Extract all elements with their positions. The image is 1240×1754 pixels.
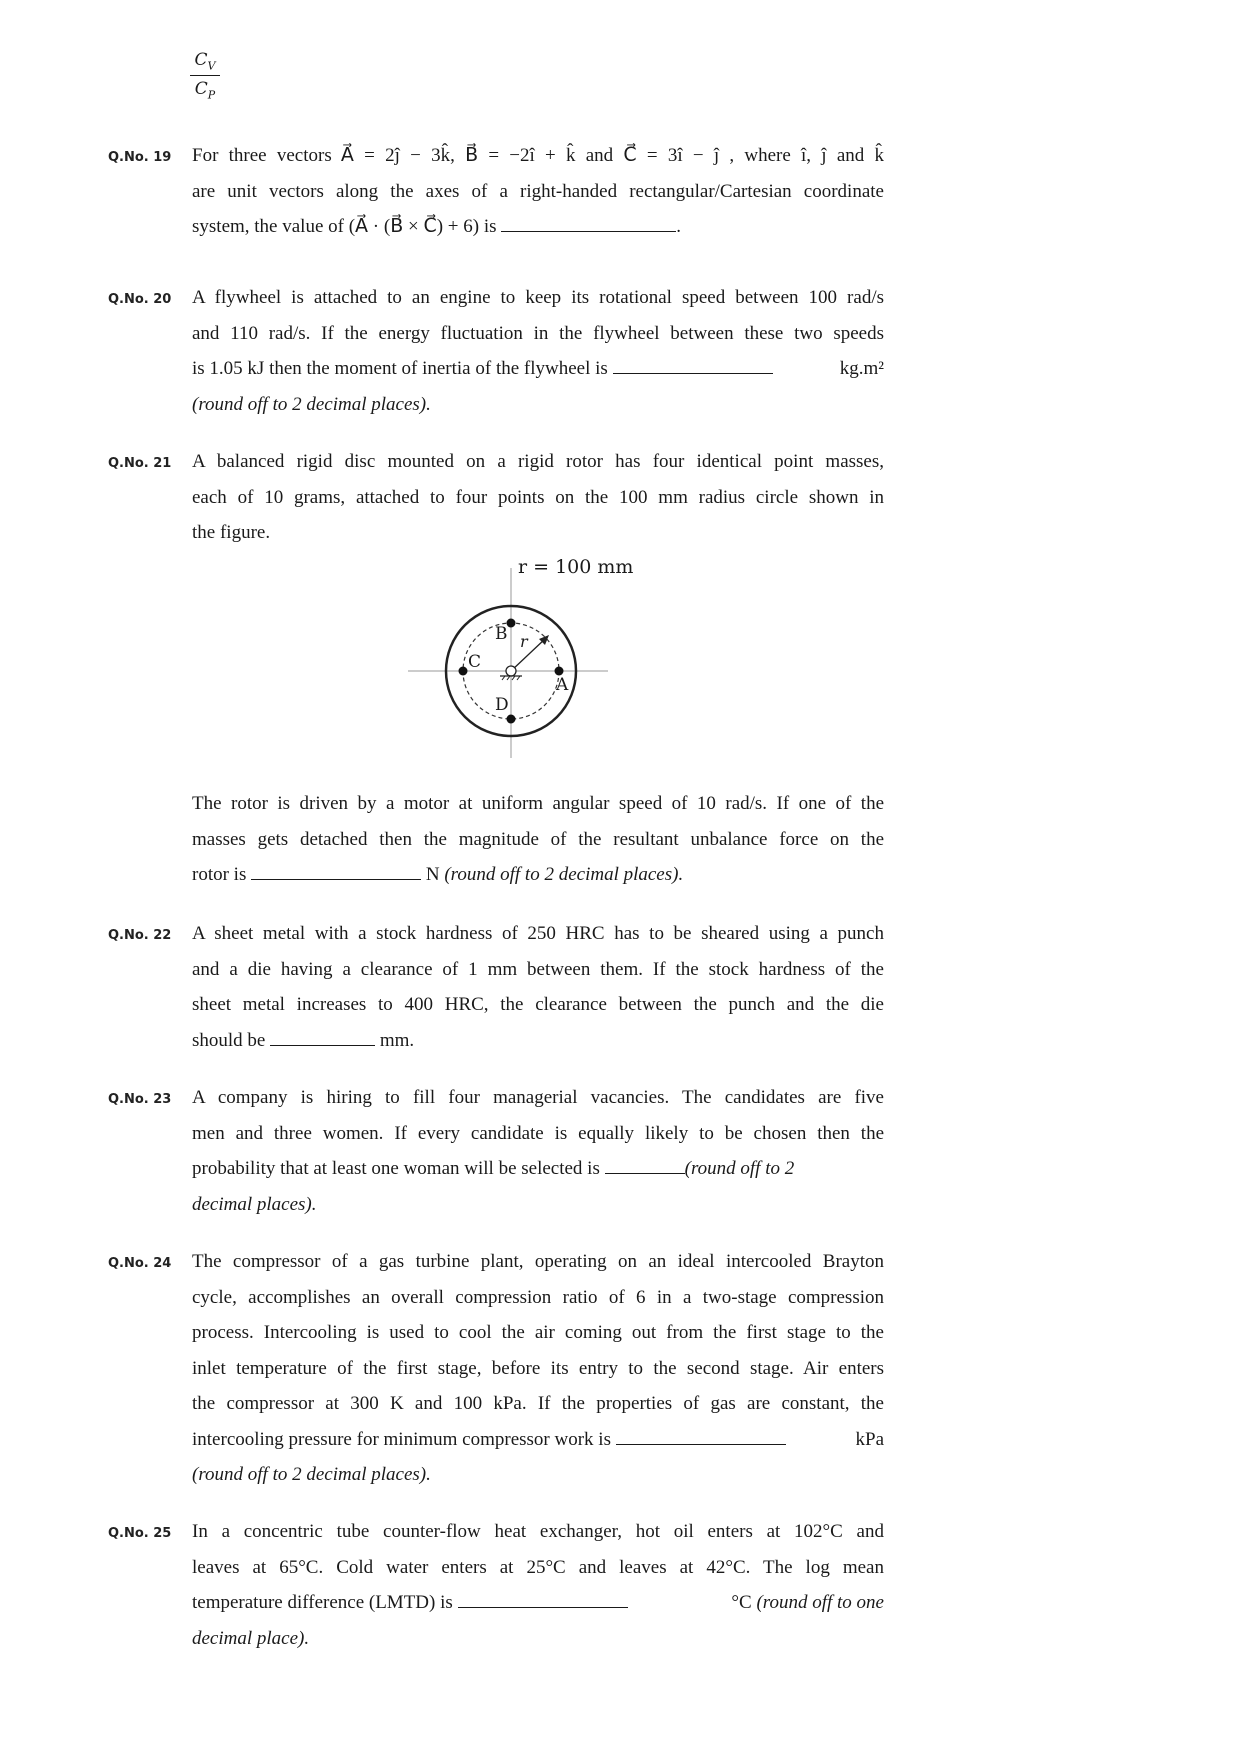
question-line: The compressor of a gas turbine plant, operating on an ideal intercooled Brayton: [192, 1251, 884, 1272]
question-number: Q.No. 19: [108, 150, 172, 165]
question-text: [192, 786, 884, 893]
question-line: the compressor at 300 K and 100 kPa. If the properties of gas are constant, the: [192, 1393, 884, 1414]
question-line: and 110 rad/s. If the energy fluctuation in the flywheel between these two speeds: [192, 322, 884, 344]
question-line: The rotor is driven by a motor at uniform angular speed of 10 rad/s. If one of the: [192, 793, 884, 814]
mass-b: [507, 619, 516, 628]
question-line: the figure.: [192, 522, 271, 543]
rounding-note: (round off to 2: [684, 1158, 795, 1179]
question-line: A sheet metal with a stock hardness of 250 HRC has to be sheared using a punch: [192, 923, 884, 944]
question-line: and a die having a clearance of 1 mm between them. If the stock hardness of the: [192, 958, 884, 980]
question-line: system, the value of (A⃗ · (B⃗ × C⃗) + 6) is: [192, 216, 497, 237]
question-line: A balanced rigid disc mounted on a rigid rotor has four identical point masses,: [192, 451, 884, 472]
question-line-with-blank: [192, 209, 884, 245]
rounding-note-cont: decimal places).: [192, 1193, 317, 1215]
question-number: Q.No. 21: [108, 456, 172, 471]
rounding-note-cont: decimal place).: [192, 1627, 310, 1649]
fraction-bar: [190, 75, 220, 76]
question-line: is 1.05 kJ then the moment of inertia of the flywheel is: [192, 358, 608, 379]
unit: N: [425, 864, 440, 885]
label-a: A: [556, 675, 569, 695]
rounding-note: (round off to 2 decimal places).: [444, 864, 684, 885]
rounding-note: (round off to 2 decimal places).: [192, 393, 431, 415]
question-line-with-blank: [192, 1023, 884, 1059]
answer-blank[interactable]: [616, 1426, 786, 1445]
question-line-with-blank: [192, 1151, 884, 1187]
label-d: D: [495, 695, 509, 715]
question-number: Q.No. 23: [108, 1092, 172, 1107]
question-line: probability that at least one woman will be selected is: [192, 1158, 600, 1179]
question-line: rotor is: [192, 864, 247, 885]
answer-blank[interactable]: [270, 1027, 375, 1046]
question-text: [192, 1514, 884, 1656]
rotor-disc-figure: [408, 556, 648, 773]
question-line-with-blank: [192, 1585, 884, 1621]
answer-blank[interactable]: [501, 213, 676, 232]
hub: [506, 666, 516, 676]
question-line: A company is hiring to fill four managerial vacancies. The candidates are five: [192, 1087, 884, 1108]
question-line-with-blank: [192, 351, 884, 387]
question-number: Q.No. 24: [108, 1256, 172, 1271]
fraction-numerator: $C_V$: [194, 50, 216, 73]
cv-cp-fraction: [190, 50, 220, 102]
unit: kPa: [855, 1428, 884, 1450]
question-line: For three vectors A⃗ = 2ĵ − 3k̂, B⃗ = −2î + k̂ and C⃗ = 3î − ĵ , where î, ĵ and k̂: [192, 145, 884, 166]
question-line-with-blank: [192, 1422, 884, 1458]
question-number: Q.No. 20: [108, 292, 172, 307]
unit: mm.: [379, 1029, 415, 1051]
question-line: each of 10 grams, attached to four points on the 100 mm radius circle shown in: [192, 486, 884, 508]
question-line: In a concentric tube counter-flow heat exchanger, hot oil enters at 102°C and: [192, 1521, 884, 1542]
question-text: [192, 138, 884, 245]
question-line: inlet temperature of the first stage, before its entry to the second stage. Air enters: [192, 1357, 884, 1379]
question-text: [192, 1244, 884, 1493]
question-line: men and three women. If every candidate is equally likely to be chosen then the: [192, 1122, 884, 1144]
mass-c: [459, 667, 468, 676]
question-text: [192, 916, 884, 1058]
suffix: .: [676, 216, 682, 237]
question-line: sheet metal increases to 400 HRC, the clearance between the punch and the die: [192, 994, 884, 1015]
question-line: should be: [192, 1029, 266, 1051]
label-b: B: [495, 624, 508, 644]
question-line: masses gets detached then the magnitude of the resultant unbalance force on the: [192, 828, 884, 850]
question-text: [192, 280, 884, 422]
question-number: Q.No. 22: [108, 928, 172, 943]
question-line: leaves at 65°C. Cold water enters at 25°C and leaves at 42°C. The log mean: [192, 1556, 884, 1578]
answer-blank[interactable]: [605, 1155, 685, 1174]
question-text: [192, 444, 884, 551]
question-line: A flywheel is attached to an engine to keep its rotational speed between 100 rad/s: [192, 287, 884, 308]
unit: kg.m²: [839, 358, 884, 379]
question-line: cycle, accomplishes an overall compression ratio of 6 in a two-stage compression: [192, 1286, 884, 1308]
question-number: Q.No. 25: [108, 1526, 172, 1541]
radius-label: r = 100 mm: [518, 556, 634, 578]
answer-blank[interactable]: [613, 355, 773, 374]
question-line: are unit vectors along the axes of a right-handed rectangular/Cartesian coordinate: [192, 180, 884, 202]
mass-d: [507, 715, 516, 724]
label-r: r: [520, 632, 528, 651]
label-c: C: [468, 652, 482, 672]
radius-arrow: [511, 638, 546, 671]
rounding-note: (round off to one: [756, 1592, 884, 1613]
rotor-disc-diagram: [408, 568, 648, 768]
question-line-with-blank: [192, 857, 884, 893]
answer-blank[interactable]: [458, 1589, 628, 1608]
question-line: intercooling pressure for minimum compressor work is: [192, 1428, 611, 1450]
unit: °C: [731, 1592, 752, 1613]
answer-blank[interactable]: [251, 861, 421, 880]
question-line: process. Intercooling is used to cool the air coming out from the first stage to the: [192, 1322, 884, 1343]
question-line: temperature difference (LMTD) is: [192, 1592, 453, 1613]
rounding-note: (round off to 2 decimal places).: [192, 1464, 431, 1485]
fraction-denominator: $C_P$: [194, 79, 216, 102]
question-text: [192, 1080, 884, 1222]
